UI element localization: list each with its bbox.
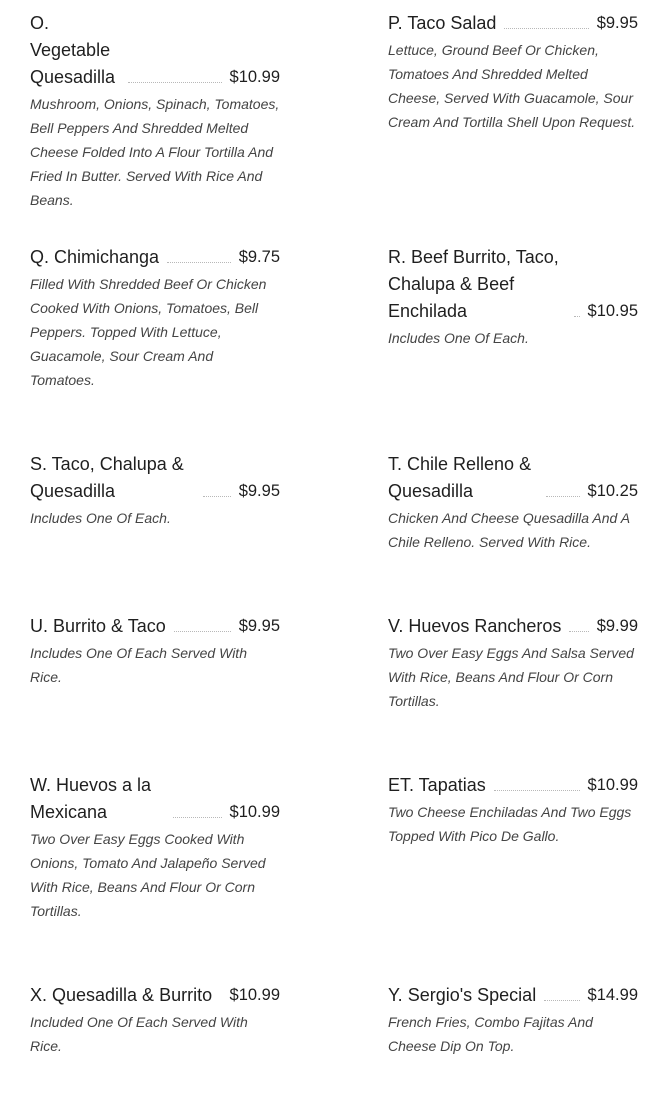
- item-header: [388, 10, 638, 37]
- menu-item-chile-relleno-quesadilla: [388, 451, 638, 554]
- item-description: Lettuce, Ground Beef Or Chicken, Tomatoes And Shredded Melted Cheese, Served With Guacamole, Sour Cream And Tortilla Shell Upon Request.: [388, 42, 636, 130]
- item-price: $10.99: [229, 803, 280, 821]
- item-header: [388, 244, 638, 325]
- menu-item-quesadilla-burrito: [30, 982, 280, 1058]
- leader-dots: [173, 817, 222, 818]
- item-name: S. Taco, Chalupa & Quesadilla: [30, 454, 184, 501]
- item-name: X. Quesadilla & Burrito: [30, 985, 213, 1005]
- leader-dots: [504, 28, 588, 29]
- item-header: [30, 613, 280, 640]
- item-description: Included One Of Each Served With Rice.: [30, 1014, 248, 1054]
- leader-dots: [128, 82, 222, 83]
- item-header: [30, 451, 280, 505]
- leader-dots: [569, 631, 588, 632]
- menu-item-taco-chalupa-quesadilla: [30, 451, 280, 530]
- menu-item-sergios-special: [388, 982, 638, 1058]
- item-name: Y. Sergio's Special: [388, 985, 537, 1005]
- item-price: $14.99: [587, 986, 638, 1004]
- item-description: Two Over Easy Eggs And Salsa Served With Rice, Beans And Flour Or Corn Tortillas.: [388, 645, 634, 709]
- item-name: ET. Tapatias: [388, 775, 486, 795]
- item-name: T. Chile Relleno & Quesadilla: [388, 454, 532, 501]
- item-name: V. Huevos Rancheros: [388, 616, 562, 636]
- item-price: $9.75: [238, 248, 280, 266]
- menu-item-huevos-mexicana: [30, 772, 280, 923]
- item-price: $10.99: [229, 68, 280, 86]
- menu-item-tapatias: [388, 772, 638, 848]
- menu-item-burrito-taco: [30, 613, 280, 689]
- menu-item-huevos-rancheros: [388, 613, 638, 713]
- item-name: O. Vegetable Quesadilla: [30, 13, 116, 87]
- item-header: [388, 772, 638, 799]
- item-description: Mushroom, Onions, Spinach, Tomatoes, Bell Peppers And Shredded Melted Cheese Folded Into A Flour Tortilla And Fried In Butter. Served With Rice And Beans.: [30, 96, 280, 208]
- item-price: $10.99: [229, 986, 280, 1004]
- item-header: [388, 451, 638, 505]
- leader-dots: [544, 1000, 579, 1001]
- leader-dots: [203, 496, 231, 497]
- item-name: U. Burrito & Taco: [30, 616, 166, 636]
- item-price: $10.95: [587, 302, 638, 320]
- item-price: $9.99: [596, 617, 638, 635]
- item-name: W. Huevos a la Mexicana: [30, 775, 152, 822]
- item-header: [388, 982, 638, 1009]
- item-header: [30, 982, 280, 1009]
- item-header: [30, 244, 280, 271]
- menu-item-chimichanga: [30, 244, 280, 392]
- leader-dots: [174, 631, 231, 632]
- item-name: Q. Chimichanga: [30, 247, 160, 267]
- item-description: Two Cheese Enchiladas And Two Eggs Topped With Pico De Gallo.: [388, 804, 632, 844]
- item-name: R. Beef Burrito, Taco, Chalupa & Beef Enchilada: [388, 247, 559, 321]
- item-description: French Fries, Combo Fajitas And Cheese Dip On Top.: [388, 1014, 593, 1054]
- item-header: [388, 613, 638, 640]
- item-price: $9.95: [596, 14, 638, 32]
- item-header: [30, 10, 280, 91]
- leader-dots: [546, 496, 580, 497]
- item-description: Chicken And Cheese Quesadilla And A Chile Relleno. Served With Rice.: [388, 510, 630, 550]
- item-description: Includes One Of Each.: [30, 510, 171, 526]
- item-description: Filled With Shredded Beef Or Chicken Cooked With Onions, Tomatoes, Bell Peppers. Topped With Lettuce, Guacamole, Sour Cream And Tomatoes.: [30, 276, 267, 388]
- menu-item-beef-combo: [388, 244, 638, 350]
- item-description: Two Over Easy Eggs Cooked With Onions, Tomato And Jalapeño Served With Rice, Beans And Flour Or Corn Tortillas.: [30, 831, 266, 919]
- item-price: $10.99: [587, 776, 638, 794]
- item-description: Includes One Of Each.: [388, 330, 529, 346]
- item-header: [30, 772, 280, 826]
- leader-dots: [167, 262, 231, 263]
- menu-item-taco-salad: [388, 10, 638, 134]
- item-price: $9.95: [238, 617, 280, 635]
- leader-dots: [574, 316, 580, 317]
- item-price: $10.25: [587, 482, 638, 500]
- item-name: P. Taco Salad: [388, 13, 497, 33]
- item-price: $9.95: [238, 482, 280, 500]
- leader-dots: [494, 790, 580, 791]
- item-description: Includes One Of Each Served With Rice.: [30, 645, 247, 685]
- menu-item-vegetable-quesadilla: [30, 10, 280, 212]
